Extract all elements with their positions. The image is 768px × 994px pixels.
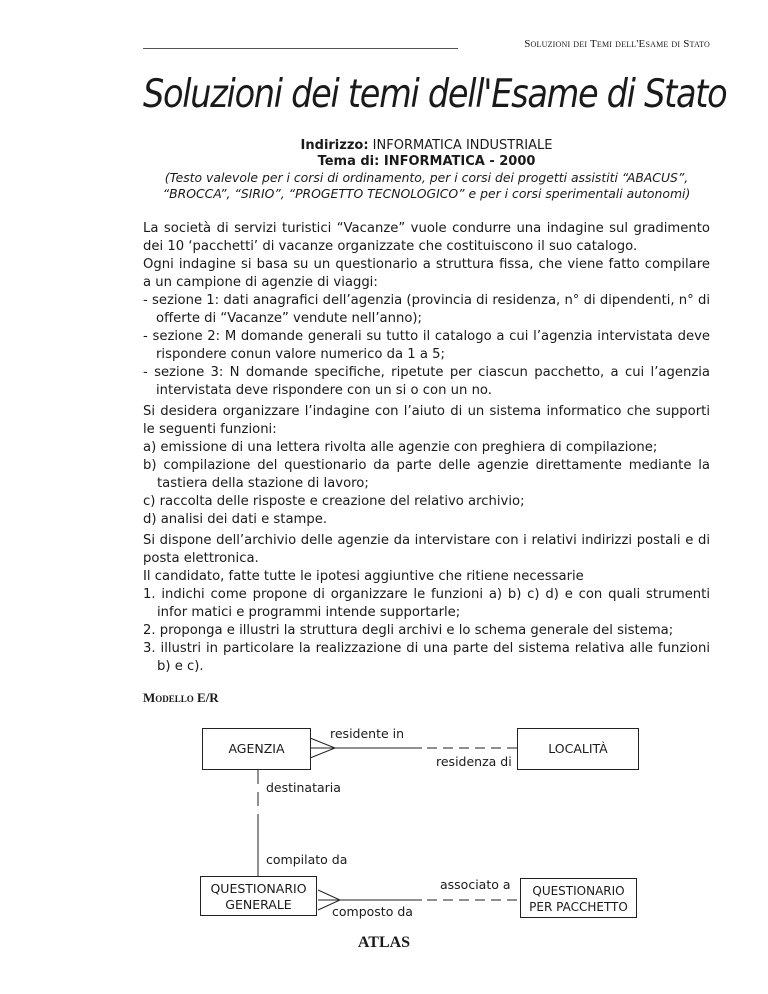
entity-label: GENERALE <box>225 897 292 912</box>
function-item: a) emissione di una lettera rivolta alle agenzie con preghiera di compilazione; <box>143 440 658 455</box>
archive-paragraph: Si dispone dell’archivio delle agenzie da intervistare con i relativi indirizzi postali e di posta elettronica. <box>143 533 710 566</box>
indirizzo-value: INFORMATICA INDUSTRIALE <box>372 138 553 153</box>
relation-label: compilato da <box>266 852 348 867</box>
entity-label: QUESTIONARIO <box>532 884 625 898</box>
section-item: - sezione 2: M domande generali su tutto il catalogo a cui l’agenzia intervistata deve rispondere conun valore numerico da 1 a 5; <box>143 329 710 362</box>
functions-intro: Si desidera organizzare l’indagine con l’aiuto di un sistema informatico che supporti le seguenti funzioni: <box>143 404 710 437</box>
task-item: 3. illustri in particolare la realizzazione di una parte del sistema relativa alle funzioni b) e c). <box>143 641 710 674</box>
relation-label: residente in <box>330 726 405 741</box>
candidate-paragraph: Il candidato, fatte tutte le ipotesi aggiuntive che ritiene necessarie <box>143 569 584 584</box>
relation-label: composto da <box>332 904 413 919</box>
section-item: - sezione 3: N domande specifiche, ripetute per ciascun pacchetto, a cui l’agenzia intervistata deve rispondere con un si o con un no. <box>143 365 710 398</box>
exam-header <box>143 138 710 202</box>
intro-paragraph-2: Ogni indagine si basa su un questionario a struttura fissa, che viene fatto compilare a un campione di agenzie di viaggi: <box>143 257 710 290</box>
function-item: b) compilazione del questionario da parte delle agenzie direttamente mediante la tastiera della stazione di lavoro; <box>143 458 710 491</box>
task-item: 2. proponga e illustri la struttura degli archivi e lo schema generale del sistema; <box>143 623 674 638</box>
entity-label: LOCALITÀ <box>548 741 608 756</box>
relation-label: associato a <box>440 877 511 892</box>
entity-label: QUESTIONARIO <box>210 881 307 896</box>
entity-label: PER PACCHETTO <box>529 900 628 914</box>
running-head-rule <box>143 48 458 49</box>
relation-label: residenza di <box>436 754 512 769</box>
function-item: c) raccolta delle risposte e creazione del relativo archivio; <box>143 494 525 509</box>
section-item: - sezione 1: dati anagrafici dell’agenzia (provincia di residenza, n° di dipendenti, n° di offerte di “Vacanze” vendute nell’anno); <box>143 293 710 326</box>
publisher-footer: ATLAS <box>357 934 411 951</box>
task-item: 1. indichi come propone di organizzare le funzioni a) b) c) d) e con quali strumenti infor matici e programmi intende supportarle; <box>143 587 710 620</box>
intro-paragraph-1: La società di servizi turistici “Vacanze” vuole condurre una indagine sul gradimento dei 10 ‘pacchetti’ di vacanze organizzate che costituiscono il suo catalogo. <box>143 221 710 254</box>
indirizzo-line <box>143 138 710 154</box>
entity-questionario-generale <box>200 876 317 916</box>
entity-questionario-pacchetto <box>520 878 637 918</box>
exam-note: (Testo valevole per i corsi di ordinamento, per i corsi dei progetti assistiti “ABACUS”, “BROCCA”, “SIRIO”, “PROGETTO TECNOLOGICO” e per i corsi sperimentali autonomi) <box>162 170 691 201</box>
entity-localita <box>517 728 639 770</box>
function-item: d) analisi dei dati e stampe. <box>143 512 328 527</box>
problem-text <box>143 220 710 676</box>
entity-label: AGENZIA <box>228 741 285 756</box>
page-title: Soluzioni dei temi dell'Esame di Stato <box>143 72 727 117</box>
running-head: Soluzioni dei Temi dell'Esame di Stato <box>524 38 710 50</box>
tema-line: Tema di: INFORMATICA - 2000 <box>317 154 536 169</box>
model-title: Modello E/R <box>143 690 219 705</box>
entity-agenzia <box>202 728 311 770</box>
indirizzo-label: Indirizzo: <box>300 138 369 153</box>
relation-label: destinataria <box>266 780 341 795</box>
